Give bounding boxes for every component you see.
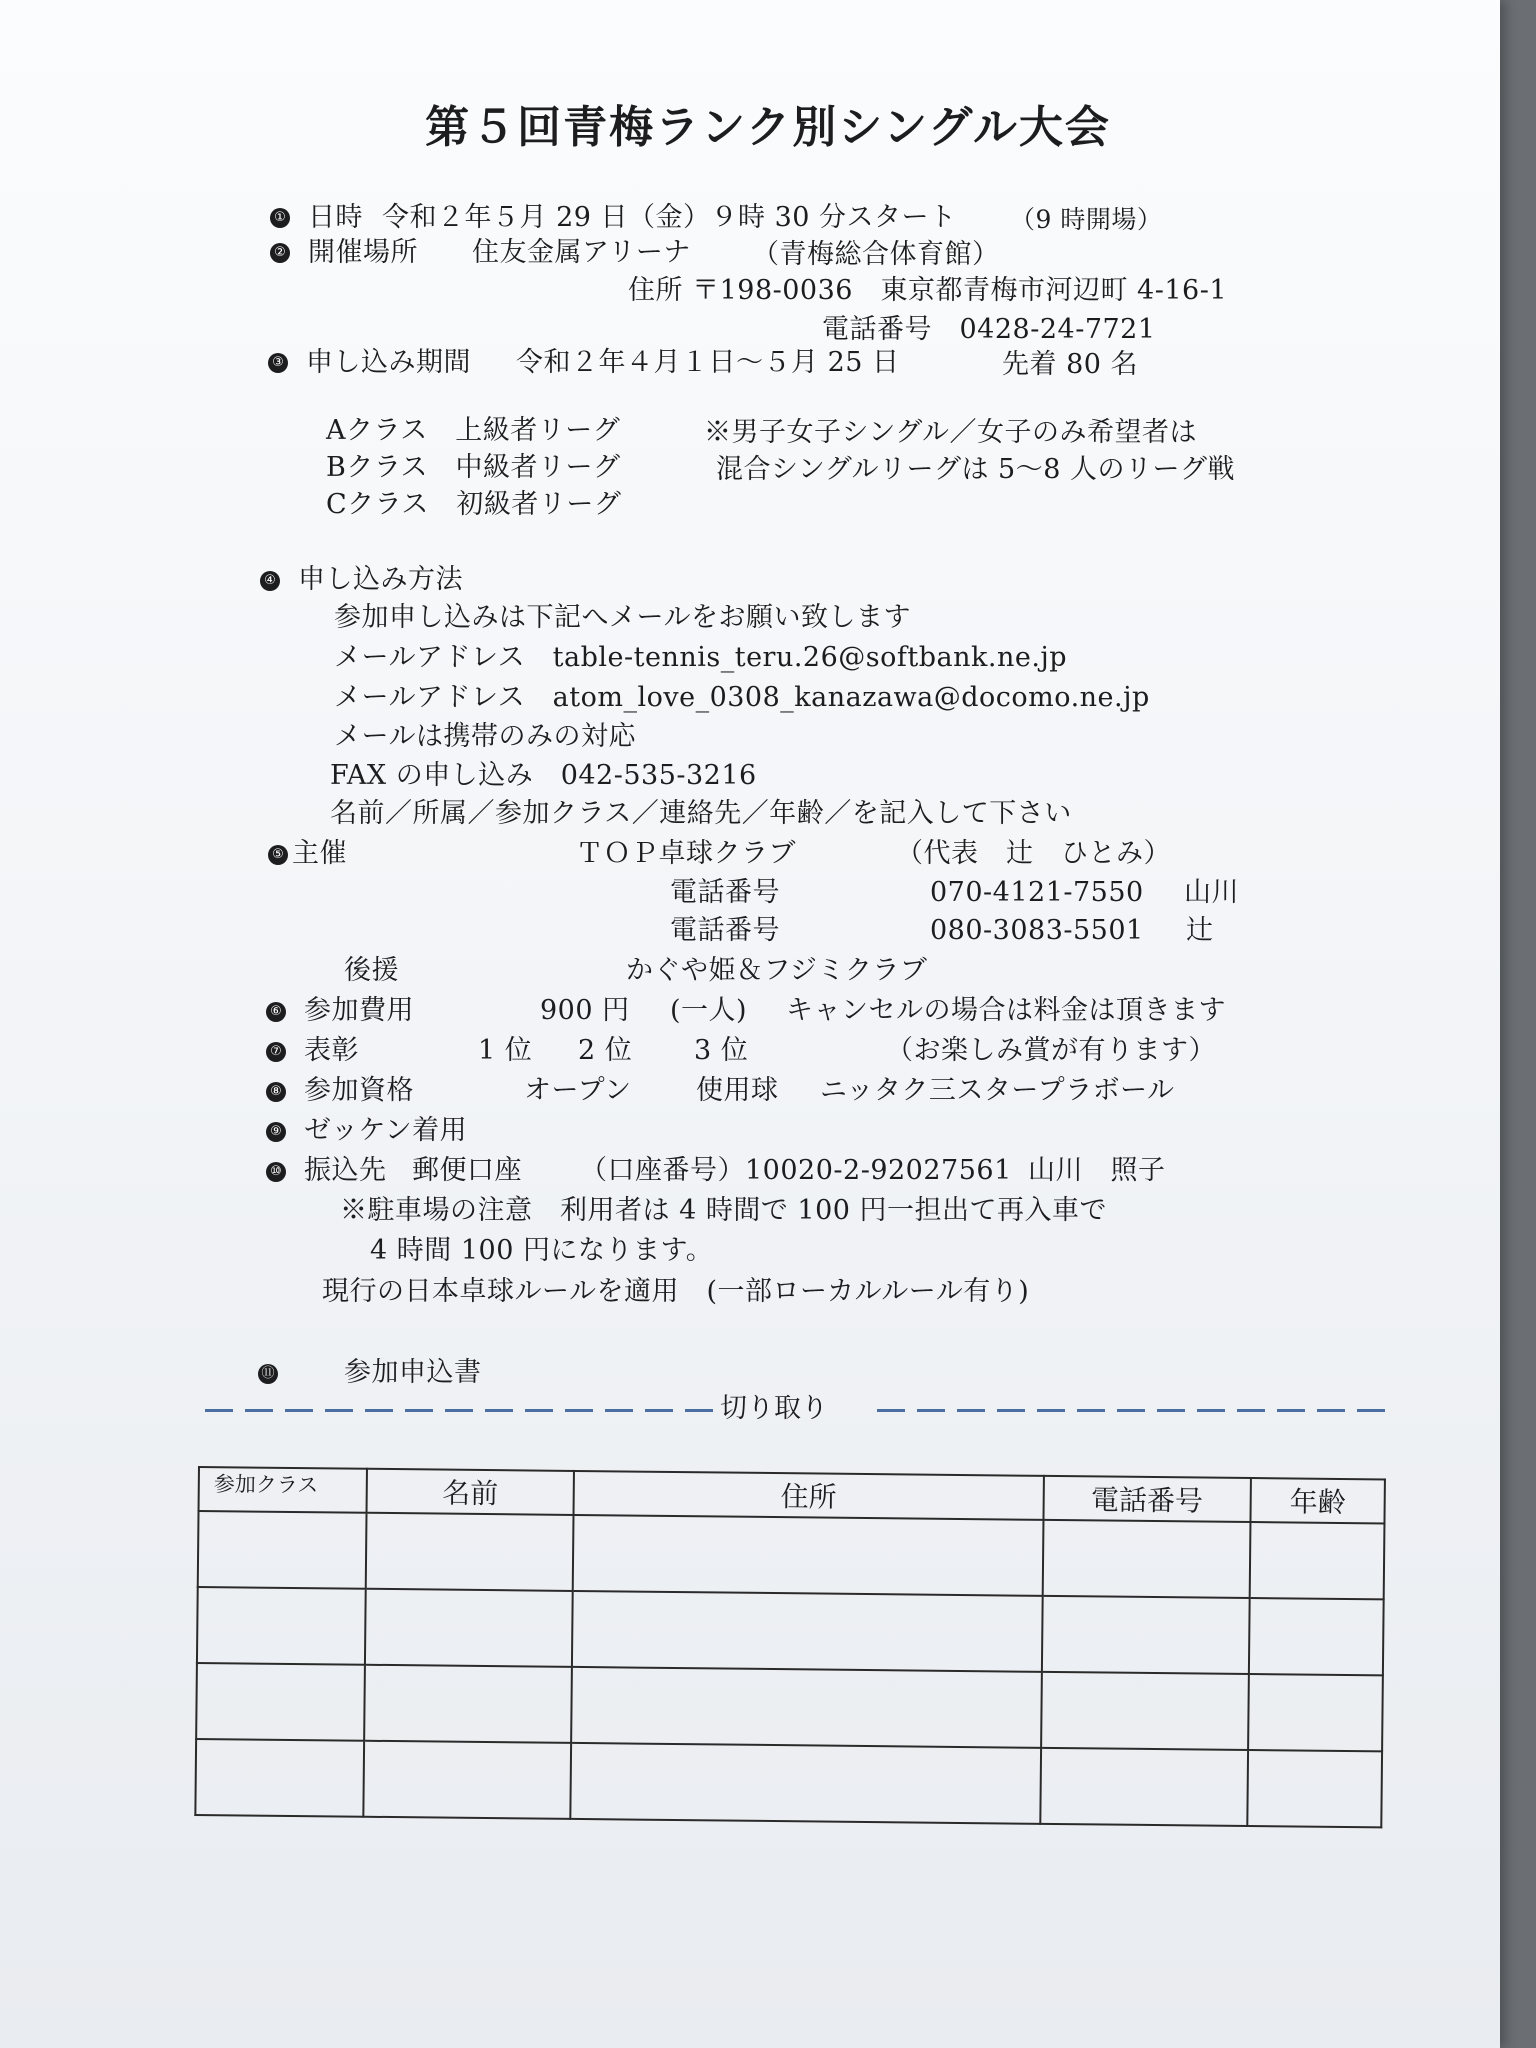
marker-2: ② (270, 243, 290, 263)
cut-dash (997, 1409, 1025, 1412)
phone-name-1: 山川 (1184, 877, 1239, 908)
cut-dash (645, 1409, 673, 1412)
cut-here-label: 切り取り (720, 1393, 828, 1424)
fee-per: (一人) (670, 995, 748, 1026)
table-row (198, 1511, 1385, 1599)
class-c: Cクラス 初級者リーグ (326, 489, 622, 520)
cut-dash (1077, 1409, 1105, 1412)
ball-name: ニッタク三スタープラボール (820, 1075, 1175, 1106)
cut-dash (405, 1409, 433, 1412)
marker-8: ⑧ (266, 1082, 286, 1102)
application-form-table (194, 1466, 1386, 1828)
marker-3: ③ (268, 353, 288, 373)
age-cell[interactable] (1248, 1674, 1383, 1751)
cut-dash (1237, 1409, 1265, 1412)
name-cell[interactable] (364, 1665, 572, 1743)
age-cell[interactable] (1250, 1522, 1385, 1599)
name-cell[interactable] (363, 1741, 571, 1819)
marker-11: ⑪ (258, 1364, 278, 1384)
phone-cell[interactable] (1040, 1748, 1248, 1826)
phone-cell[interactable] (1041, 1672, 1249, 1750)
parking-note-2: 4 時間 100 円になります。 (370, 1235, 714, 1266)
phone-number-1: 070-4121-7550 (930, 877, 1144, 908)
cut-dash (1117, 1409, 1145, 1412)
mobile-only-note: メールは携帯のみの対応 (334, 721, 636, 752)
class-cell[interactable] (196, 1663, 365, 1741)
name-cell[interactable] (365, 1589, 573, 1667)
marker-1: ① (270, 208, 290, 228)
organizer-name: ＴＯＰ卓球クラブ (576, 838, 796, 869)
door-open-note: （9 時開場） (1010, 205, 1163, 234)
table-row (195, 1739, 1382, 1827)
award-3rd: 3 位 (694, 1035, 749, 1066)
cut-dash (445, 1409, 473, 1412)
venue-address: 住所 〒198-0036 東京都青梅市河辺町 4-16-1 (628, 275, 1227, 306)
cut-dash (245, 1409, 273, 1412)
class-cell[interactable] (198, 1511, 367, 1589)
venue-alt-name: （青梅総合体育館） (752, 239, 1000, 270)
phone-label-2: 電話番号 (670, 915, 780, 946)
phone-cell[interactable] (1041, 1596, 1249, 1674)
cut-line (205, 1390, 1385, 1430)
capacity: 先着 80 名 (1002, 349, 1139, 380)
eligibility-label: 参加資格 (304, 1075, 414, 1106)
age-cell[interactable] (1247, 1750, 1382, 1827)
phone-number-2: 080-3083-5501 (930, 915, 1144, 946)
cut-dash (1317, 1409, 1345, 1412)
document-title: 第５回青梅ランク別シングル大会 (425, 102, 1111, 153)
required-fields: 名前／所属／参加クラス／連絡先／年齢／を記入して下さい (330, 798, 1072, 829)
cut-dash (685, 1409, 713, 1412)
class-cell[interactable] (197, 1587, 366, 1665)
cut-dash (1037, 1409, 1065, 1412)
email-1: メールアドレス table-tennis_teru.26@softbank.ne.jp (334, 642, 1068, 673)
cut-dash (1197, 1409, 1225, 1412)
period-label: 申し込み期間 (306, 347, 471, 378)
fax-number: FAX の申し込み 042-535-3216 (330, 760, 757, 791)
cut-dash (877, 1409, 905, 1412)
column-header-age: 年齢 (1251, 1478, 1385, 1523)
payment-label: 振込先 (304, 1155, 387, 1186)
cancel-note: キャンセルの場合は料金は頂きます (786, 995, 1226, 1026)
apply-method-label: 申し込み方法 (298, 564, 463, 595)
cut-dash (205, 1409, 233, 1412)
column-header-class: 参加クラス (199, 1467, 367, 1513)
name-cell[interactable] (365, 1513, 573, 1591)
column-header-address: 住所 (574, 1471, 1044, 1520)
payment-bank: 郵便口座 (412, 1155, 522, 1186)
league-note-2: 混合シングルリーグは 5～8 人のリーグ戦 (716, 454, 1235, 485)
marker-6: ⑥ (266, 1002, 286, 1022)
award-note: （お楽しみ賞が有ります） (886, 1035, 1216, 1066)
payment-holder: 山川 照子 (1028, 1155, 1166, 1186)
class-b: Bクラス 中級者リーグ (326, 452, 621, 483)
payment-account: （口座番号）10020-2-92027561 (580, 1155, 1012, 1186)
cut-dash (565, 1409, 593, 1412)
cut-dash (917, 1409, 945, 1412)
cut-dash (485, 1409, 513, 1412)
address-cell[interactable] (572, 1591, 1042, 1672)
email-2: メールアドレス atom_love_0308_kanazawa@docomo.ne.jp (334, 682, 1150, 713)
column-header-name: 名前 (366, 1469, 574, 1515)
fee-amount: 900 円 (540, 995, 630, 1026)
apply-intro: 参加申し込みは下記へメールをお願い致します (334, 602, 911, 633)
cut-dash (365, 1409, 393, 1412)
age-cell[interactable] (1249, 1598, 1384, 1675)
bib-note: ゼッケン着用 (304, 1115, 468, 1146)
marker-4: ④ (260, 571, 280, 591)
phone-cell[interactable] (1042, 1520, 1250, 1598)
rules-note: 現行の日本卓球ルールを適用 (一部ローカルルール有り) (322, 1276, 1030, 1307)
marker-7: ⑦ (266, 1042, 286, 1062)
cut-dash (1357, 1409, 1385, 1412)
marker-5: ⑤ (268, 845, 288, 865)
eligibility-value: オープン (524, 1075, 632, 1106)
marker-10: ⑩ (266, 1162, 286, 1182)
sponsor-name: かぐや姫＆フジミクラブ (626, 955, 928, 986)
cut-dash (957, 1409, 985, 1412)
phone-label-1: 電話番号 (670, 877, 780, 908)
table-row (196, 1663, 1383, 1751)
cut-dash (1277, 1409, 1305, 1412)
marker-9: ⑨ (266, 1122, 286, 1142)
address-cell[interactable] (571, 1743, 1041, 1824)
parking-note-1: ※駐車場の注意 利用者は 4 時間で 100 円一担出て再入車で (340, 1195, 1108, 1226)
fee-label: 参加費用 (304, 995, 414, 1026)
award-label: 表彰 (304, 1035, 359, 1066)
sponsor-label: 後援 (344, 955, 399, 986)
class-a: Aクラス 上級者リーグ (326, 415, 621, 446)
application-form-label: 参加申込書 (344, 1357, 482, 1388)
venue-phone: 電話番号 0428-24-7721 (822, 314, 1156, 345)
address-cell[interactable] (571, 1667, 1041, 1748)
period-value: 令和２年４月１日～５月 25 日 (516, 347, 900, 378)
date-label: 日時 (308, 202, 363, 233)
venue-name: 住友金属アリーナ (472, 237, 691, 268)
organizer-label: 主催 (292, 838, 347, 869)
class-cell[interactable] (195, 1739, 364, 1817)
cut-dash (605, 1409, 633, 1412)
award-2nd: 2 位 (578, 1035, 633, 1066)
cut-dash (525, 1409, 553, 1412)
table-row (197, 1587, 1384, 1675)
award-1st: 1 位 (478, 1035, 533, 1066)
league-note-1: ※男子女子シングル／女子のみ希望者は (704, 417, 1197, 448)
column-header-phone: 電話番号 (1043, 1476, 1251, 1522)
cut-dash (325, 1409, 353, 1412)
address-cell[interactable] (573, 1515, 1043, 1596)
venue-label: 開催場所 (308, 237, 418, 268)
date-value: 令和２年５月 29 日（金）９時 30 分スタート (382, 202, 957, 233)
cut-dash (285, 1409, 313, 1412)
organizer-rep: （代表 辻 ひとみ） (896, 838, 1171, 869)
cut-dash (1157, 1409, 1185, 1412)
phone-name-2: 辻 (1186, 915, 1214, 946)
ball-label: 使用球 (696, 1075, 779, 1106)
